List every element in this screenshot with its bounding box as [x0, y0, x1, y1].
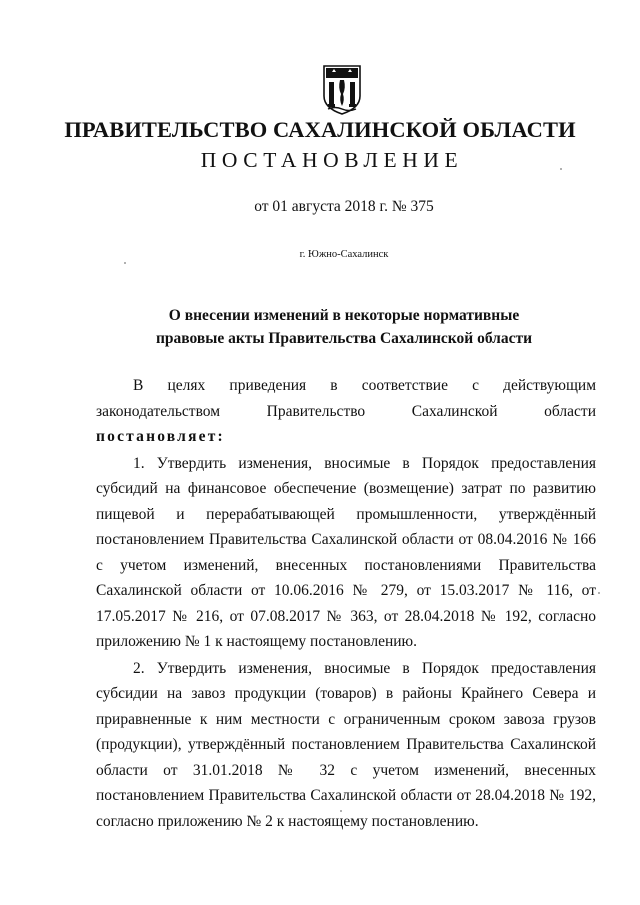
item-paragraph-2: 2. Утвердить изменения, вносимые в Порядок предоставления субсидии на завоз продукции (товаров) в районы Крайнего Севера и приравненные к ним местности с ограниченным сроком завоза грузов (продукции), утверждённый постановлением Правительства Сахалинской области от 31.01.2018 № 32 с учетом изменений, внесенных постановлением Правительства Сахалинской области от 28.04.2018 № 192, согласно приложению № 2 к настоящему постановлению. — [96, 659, 596, 830]
item-paragraph-1: 1. Утвердить изменения, вносимые в Порядок предоставления субсидий на финансовое обеспечение (возмещение) затрат по развитию пищевой и перерабатывающей промышленности, утверждённый постановлением Правительства Сахалинской области от 08.04.2016 № 166 с учетом изменений, внесенных постановлениями Правительства Сахалинской области от 10.06.2016 № 279, от 15.03.2017 № 116, от 17.05.2017 № 216, от 07.08.2017 № 363, от 28.04.2018 № 192, согласно приложению № 1 к настоящему постановлению. — [96, 454, 596, 650]
subject-line-2: правовые акты Правительства Сахалинской области — [155, 330, 533, 347]
preamble-text: В целях приведения в соответствие с действующим законодательством Правительство Сахалинской области — [96, 377, 596, 420]
scan-speck — [340, 810, 342, 812]
document-body — [96, 373, 596, 834]
scan-speck — [124, 262, 126, 264]
document-subject — [0, 304, 640, 350]
document-city: г. Южно-Сахалинск — [299, 249, 389, 260]
government-title: ПРАВИТЕЛЬСТВО САХАЛИНСКОЙ ОБЛАСТИ — [64, 117, 576, 142]
subject-line-1: О внесении изменений в некоторые нормативные — [168, 307, 520, 324]
scan-speck — [598, 592, 600, 594]
resolves-word: постановляет: — [96, 428, 225, 445]
preamble-paragraph — [96, 373, 596, 450]
coat-of-arms-icon — [318, 60, 366, 116]
scan-speck — [560, 168, 562, 170]
document-type: ПОСТАНОВЛЕНИЕ — [200, 148, 464, 172]
document-date-number: от 01 августа 2018 г. № 375 — [254, 198, 434, 215]
